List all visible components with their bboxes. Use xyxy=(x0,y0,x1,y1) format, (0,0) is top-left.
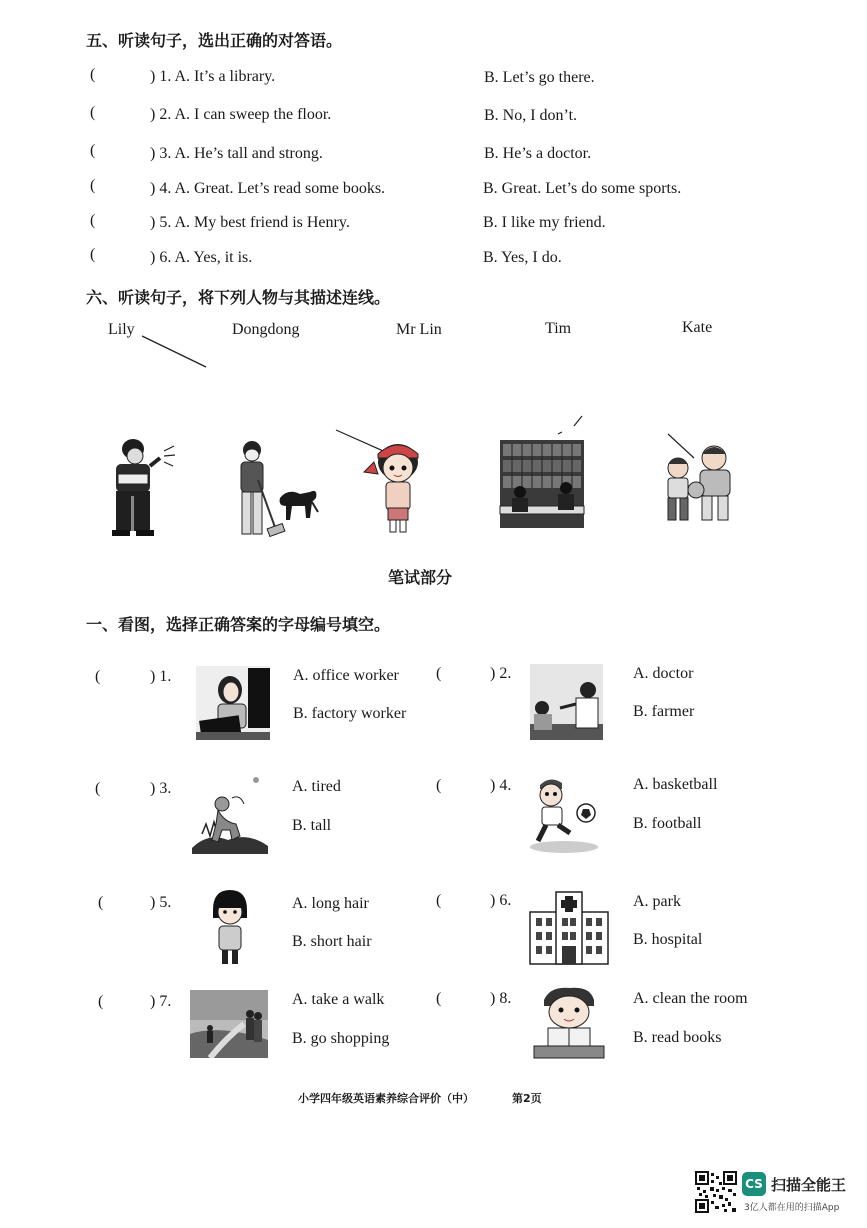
option-b: B. Yes, I do. xyxy=(483,249,562,266)
camscanner-logo: CS xyxy=(742,1172,766,1196)
answer-paren-open[interactable]: ( xyxy=(98,894,104,911)
option-b: B. He’s a doctor. xyxy=(484,145,592,162)
option-b: B. go shopping xyxy=(292,1030,390,1047)
football-player-picture xyxy=(528,773,600,853)
option-b: B. hospital xyxy=(633,931,703,948)
option-a: A. tired xyxy=(292,778,341,795)
boy-sweeping-with-dog-picture xyxy=(228,440,323,540)
option-a: ) 5. A. My best friend is Henry. xyxy=(150,214,350,231)
example-match-line xyxy=(138,330,210,372)
option-b: B. factory worker xyxy=(293,705,407,722)
option-a: ) 4. A. Great. Let’s read some books. xyxy=(150,180,386,197)
option-a: ) 6. A. Yes, it is. xyxy=(150,249,253,266)
library-picture xyxy=(498,414,588,532)
answer-paren-open[interactable]: ( xyxy=(95,780,101,797)
answer-paren-open[interactable]: ( xyxy=(436,990,442,1007)
question-number: ) 6. xyxy=(490,892,512,909)
option-a: A. clean the room xyxy=(633,990,748,1007)
option-a: A. office worker xyxy=(293,667,399,684)
person-name-tim[interactable]: Tim xyxy=(545,320,572,337)
boys-playing-basketball-picture xyxy=(658,432,744,528)
answer-paren-open[interactable]: ( xyxy=(90,104,96,121)
option-b: B. football xyxy=(633,815,702,832)
doctor-picture xyxy=(530,664,603,740)
person-name-dongdong[interactable]: Dongdong xyxy=(232,321,300,338)
written-section-title: 笔试部分 xyxy=(388,568,453,587)
question-number: ) 5. xyxy=(150,894,172,911)
section5-heading: 五、听读句子，选出正确的对答语。 xyxy=(86,31,343,50)
answer-paren-open[interactable]: ( xyxy=(90,177,96,194)
person-name-lily[interactable]: Lily xyxy=(108,321,135,338)
answer-paren-open[interactable]: ( xyxy=(90,142,96,159)
answer-paren-open[interactable]: ( xyxy=(436,892,442,909)
watermark-brand-name: 扫描全能王 xyxy=(771,1176,847,1194)
answer-paren-open[interactable]: ( xyxy=(90,66,96,83)
option-b: B. No, I don’t. xyxy=(484,107,578,124)
question-number: ) 7. xyxy=(150,993,172,1010)
answer-paren-open[interactable]: ( xyxy=(95,668,101,685)
question-number: ) 3. xyxy=(150,780,172,797)
man-talking-picture xyxy=(104,436,176,538)
footer-text: 小学四年级英语素养综合评价（中） xyxy=(298,1092,474,1105)
answer-paren-open[interactable]: ( xyxy=(90,246,96,263)
option-a: A. long hair xyxy=(292,895,369,912)
option-b: B. Great. Let’s do some sports. xyxy=(483,180,682,197)
option-b: B. Let’s go there. xyxy=(484,69,595,86)
option-a: A. basketball xyxy=(633,776,718,793)
option-b: B. read books xyxy=(633,1029,722,1046)
office-worker-picture xyxy=(196,666,270,740)
option-a: ) 1. A. It’s a library. xyxy=(150,68,276,85)
person-name-kate[interactable]: Kate xyxy=(682,319,713,336)
answer-paren-open[interactable]: ( xyxy=(98,993,104,1010)
question-number: ) 4. xyxy=(490,777,512,794)
people-walking-picture xyxy=(190,990,268,1058)
qr-code-icon xyxy=(695,1171,737,1213)
option-a: ) 2. A. I can sweep the floor. xyxy=(150,106,332,123)
option-b: B. tall xyxy=(292,817,332,834)
option-a: A. park xyxy=(633,893,681,910)
answer-paren-open[interactable]: ( xyxy=(90,212,96,229)
question-number: ) 8. xyxy=(490,990,512,1007)
boy-reading-picture xyxy=(530,984,608,1060)
tired-person-picture xyxy=(188,774,270,854)
person-name-mr-lin[interactable]: Mr Lin xyxy=(396,321,442,338)
question-number: ) 2. xyxy=(490,665,512,682)
hospital-picture xyxy=(528,888,610,966)
option-a: A. doctor xyxy=(633,665,694,682)
option-a: ) 3. A. He’s tall and strong. xyxy=(150,145,323,162)
answer-paren-open[interactable]: ( xyxy=(436,665,442,682)
page-number: 第2页 xyxy=(512,1092,542,1105)
question-number: ) 1. xyxy=(150,668,172,685)
girl-picture xyxy=(334,428,434,536)
short-hair-girl-picture xyxy=(205,888,255,968)
watermark-tagline: 3亿人都在用的扫描App xyxy=(744,1203,840,1213)
section6-heading: 六、听读句子，将下列人物与其描述连线。 xyxy=(86,288,391,307)
written-section-heading: 一、看图，选择正确答案的字母编号填空。 xyxy=(86,615,391,634)
answer-paren-open[interactable]: ( xyxy=(436,777,442,794)
option-b: B. farmer xyxy=(633,703,695,720)
option-a: A. take a walk xyxy=(292,991,385,1008)
option-b: B. short hair xyxy=(292,933,372,950)
option-b: B. I like my friend. xyxy=(483,214,606,231)
